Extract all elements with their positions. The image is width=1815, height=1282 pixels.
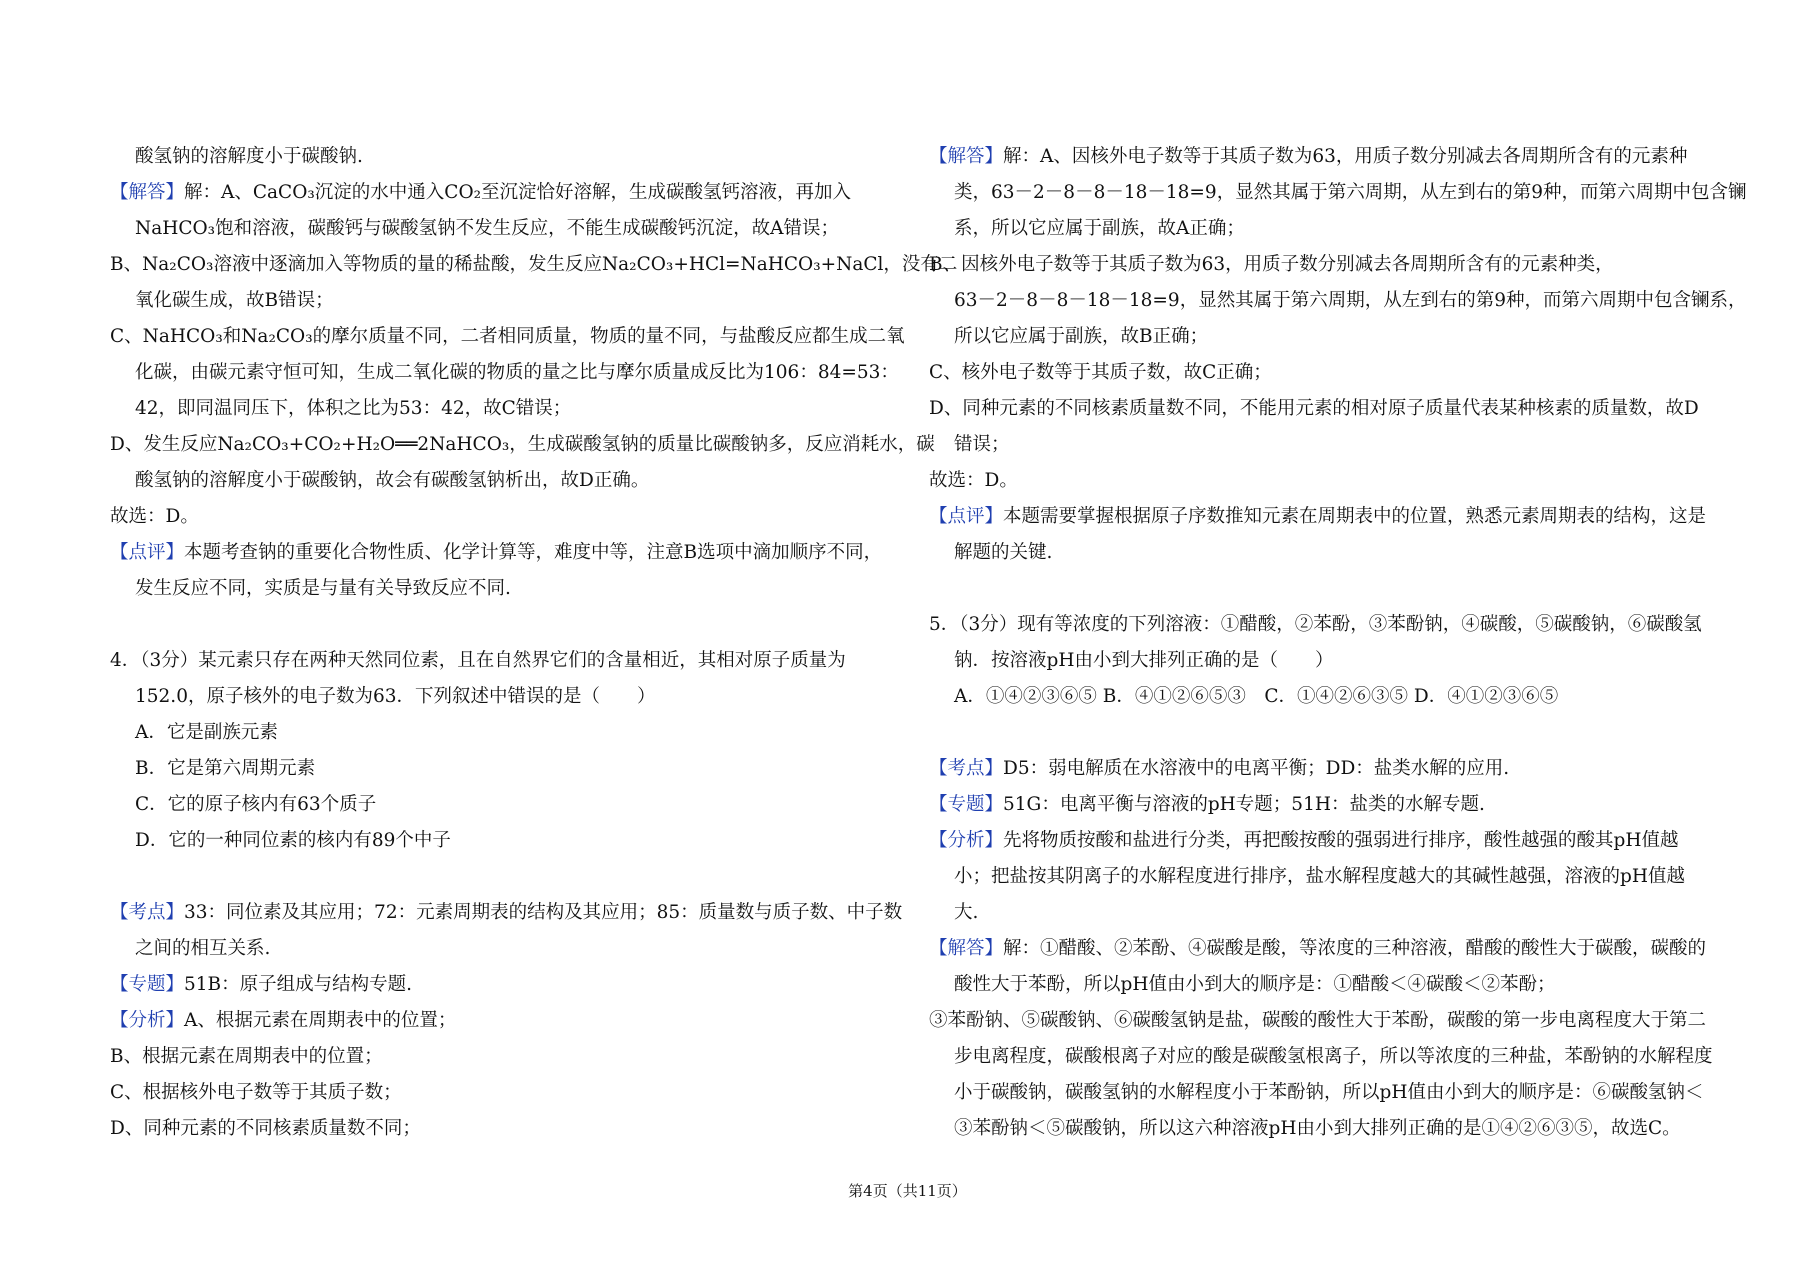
text-line: 之间的相互关系.	[135, 938, 271, 959]
text-line: 氧化碳生成，故B错误；	[135, 290, 334, 311]
text-line: C、核外电子数等于其质子数，故C正确；	[929, 362, 1272, 383]
text-line: ③苯酚钠、⑤碳酸钠、⑥碳酸氢钠是盐，碳酸的酸性大于苯酚，碳酸的第一步电离程度大于第二	[929, 1010, 1707, 1031]
text-line: NaHCO₃饱和溶液，碳酸钙与碳酸氢钠不发生反应，不能生成碳酸钙沉淀，故A错误；	[135, 218, 839, 239]
text-line: B、根据元素在周期表中的位置；	[110, 1046, 383, 1067]
analysis-tag: 【分析】	[929, 830, 1004, 851]
page-number: 第4页（共11页）	[848, 1182, 967, 1200]
knowledge-text: 33：同位素及其应用；72：元素周期表的结构及其应用；85：质量数与质子数、中子数	[184, 902, 903, 923]
question-5-stem: 5．（3分）现有等浓度的下列溶液：①醋酸，②苯酚，③苯酚钠，④碳酸，⑤碳酸钠，⑥碳酸氢	[929, 614, 1702, 635]
text-line	[929, 787, 1719, 823]
knowledge-text: D5：弱电解质在水溶液中的电离平衡；DD：盐类水解的应用.	[1003, 758, 1510, 779]
text-line: 63－2－8－8－18－18=9，显然其属于第六周期，从左到右的第9种，而第六周期中包含镧系，	[954, 290, 1747, 311]
right-column	[929, 139, 1747, 1147]
analysis-text: 先将物质按酸和盐进行分类，再把酸按酸的强弱进行排序，酸性越强的酸其pH值越	[1003, 830, 1679, 851]
text-line: 大.	[954, 902, 979, 923]
text-line	[110, 535, 900, 571]
text-line: 故选：D。	[110, 506, 199, 527]
topic-tag: 【专题】	[929, 794, 1004, 815]
comment-tag: 【点评】	[110, 542, 185, 563]
option-b: B．它是第六周期元素	[135, 758, 316, 779]
answer-tag: 【解答】	[929, 146, 1004, 167]
spacer	[110, 859, 900, 895]
question-4-stem-cont: 152.0，原子核外的电子数为63．下列叙述中错误的是（ ）	[135, 686, 656, 707]
topic-tag: 【专题】	[110, 974, 185, 995]
text-line: 类，63－2－8－8－18－18=9，显然其属于第六周期，从左到右的第9种，而第六周期中包含镧	[954, 182, 1747, 203]
knowledge-tag: 【考点】	[110, 902, 185, 923]
text-line	[929, 823, 1719, 859]
knowledge-tag: 【考点】	[929, 758, 1004, 779]
text-line: 小；把盐按其阴离子的水解程度进行排序，盐水解程度越大的其碱性越强，溶液的pH值越	[954, 866, 1685, 887]
text-line: 故选：D。	[929, 470, 1018, 491]
comment-tag: 【点评】	[929, 506, 1004, 527]
text-line: C、根据核外电子数等于其质子数；	[110, 1082, 402, 1103]
question-5-stem-cont: 钠．按溶液pH由小到大排列正确的是（ ）	[954, 650, 1334, 671]
text-line: 小于碳酸钠，碳酸氢钠的水解程度小于苯酚钠，所以pH值由小到大的顺序是：⑥碳酸氢钠＜	[954, 1082, 1704, 1103]
text-line	[110, 175, 900, 211]
topic-text: 51G：电离平衡与溶液的pH专题；51H：盐类的水解专题.	[1003, 794, 1485, 815]
text-line	[110, 895, 903, 931]
text-line	[929, 499, 1719, 535]
text-line: C、NaHCO₃和Na₂CO₃的摩尔质量不同，二者相同质量，物质的量不同，与盐酸反应都生成二氧	[110, 326, 905, 347]
answer-text: 解：①醋酸、②苯酚、④碳酸是酸，等浓度的三种溶液，醋酸的酸性大于碳酸，碳酸的	[1003, 938, 1707, 959]
text-line: 所以它应属于副族，故B正确；	[954, 326, 1209, 347]
spacer	[929, 571, 1719, 607]
text-line: 发生反应不同，实质是与量有关导致反应不同.	[135, 578, 511, 599]
text-line: 42，即同温同压下，体积之比为53：42，故C错误；	[135, 398, 572, 419]
text-line: 酸氢钠的溶解度小于碳酸钠，故会有碳酸氢钠析出，故D正确。	[135, 470, 650, 491]
text-line: B、Na₂CO₃溶液中逐滴加入等物质的量的稀盐酸，发生反应Na₂CO₃+HCl=NaHCO₃+NaCl，没有二	[110, 254, 958, 275]
comment-text: 本题考查钠的重要化合物性质、化学计算等，难度中等，注意B选项中滴加顺序不同，	[184, 542, 883, 563]
option-c: C．它的原子核内有63个质子	[135, 794, 377, 815]
text-line: D、同种元素的不同核素质量数不同；	[110, 1118, 421, 1139]
option-d: D．它的一种同位素的核内有89个中子	[135, 830, 451, 851]
text-line	[110, 967, 900, 1003]
text-line: ③苯酚钠＜⑤碳酸钠，所以这六种溶液pH由小到大排列正确的是①④②⑥③⑤，故选C。	[954, 1118, 1681, 1139]
text-line: 化碳，由碳元素守恒可知，生成二氧化碳的物质的量之比与摩尔质量成反比为106：84=53：	[135, 362, 899, 383]
text-line: B、因核外电子数等于其质子数为63，用质子数分别减去各周期所含有的元素种类，	[929, 254, 1614, 275]
text-line: 酸氢钠的溶解度小于碳酸钠.	[135, 146, 363, 167]
text-line: 酸性大于苯酚，所以pH值由小到大的顺序是：①醋酸＜④碳酸＜②苯酚；	[954, 974, 1556, 995]
spacer	[110, 607, 900, 643]
left-column	[110, 139, 958, 1147]
text-line	[929, 751, 1719, 787]
answer-text: 解：A、因核外电子数等于其质子数为63，用质子数分别减去各周期所含有的元素种	[1003, 146, 1688, 167]
text-line: 步电离程度，碳酸根离子对应的酸是碳酸氢根离子，所以等浓度的三种盐，苯酚钠的水解程度	[954, 1046, 1713, 1067]
text-line: 系，所以它应属于副族，故A正确；	[954, 218, 1245, 239]
comment-text: 本题需要掌握根据原子序数推知元素在周期表中的位置，熟悉元素周期表的结构，这是	[1003, 506, 1707, 527]
spacer	[929, 715, 1719, 751]
text-line: D、同种元素的不同核素质量数不同，不能用元素的相对原子质量代表某种核素的质量数，故D	[929, 398, 1699, 419]
analysis-text: A、根据元素在周期表中的位置；	[184, 1010, 457, 1031]
text-line	[110, 1003, 900, 1039]
text-line: 错误；	[954, 434, 1010, 455]
option-a: A．它是副族元素	[135, 722, 278, 743]
question-4-stem: 4．（3分）某元素只存在两种天然同位素，且在自然界它们的含量相近，其相对原子质量为	[110, 650, 846, 671]
answer-tag: 【解答】	[110, 182, 185, 203]
question-5-options: A．①④②③⑥⑤ B．④①②⑥⑤③ C．①④②⑥③⑤ D．④①②③⑥⑤	[954, 686, 1559, 707]
analysis-tag: 【分析】	[110, 1010, 185, 1031]
text-line	[929, 139, 1719, 175]
answer-text: 解：A、CaCO₃沉淀的水中通入CO₂至沉淀恰好溶解，生成碳酸氢钙溶液，再加入	[184, 182, 852, 203]
text-line: 解题的关键.	[954, 542, 1053, 563]
text-line: D、发生反应Na₂CO₃+CO₂+H₂O══2NaHCO₃，生成碳酸氢钠的质量比碳酸钠多，反应消耗水，碳	[110, 434, 935, 455]
topic-text: 51B：原子组成与结构专题.	[184, 974, 413, 995]
answer-tag: 【解答】	[929, 938, 1004, 959]
text-line	[929, 931, 1719, 967]
